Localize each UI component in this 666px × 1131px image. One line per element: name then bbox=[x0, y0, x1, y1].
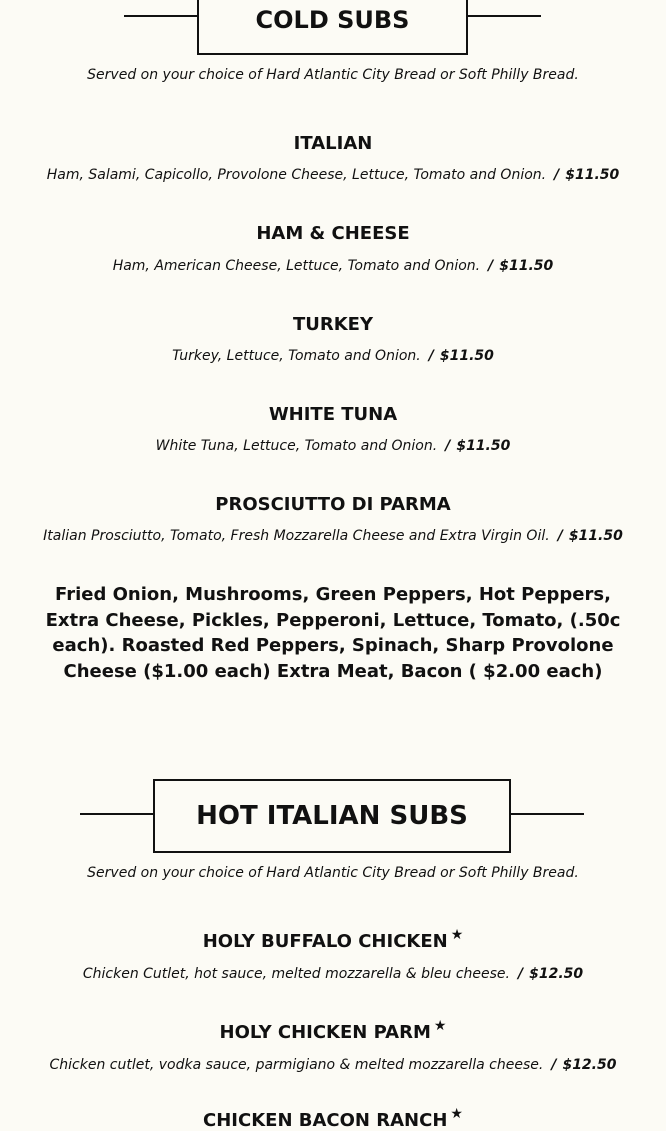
price-separator: / bbox=[488, 258, 494, 274]
cold-subs-subtitle: Served on your choice of Hard Atlantic City Bread or Soft Philly Bread. bbox=[87, 67, 579, 83]
menu-item-price: $12.50 bbox=[562, 1057, 617, 1073]
menu-item-name: TURKEY bbox=[292, 314, 374, 335]
star-icon: ★ bbox=[450, 927, 464, 943]
menu-item-price: $11.50 bbox=[568, 528, 623, 544]
menu-item-description: Chicken cutlet, vodka sauce, parmigiano & melted mozzarella cheese. bbox=[49, 1057, 544, 1073]
price-separator: / bbox=[517, 966, 524, 982]
menu-item-description: Italian Prosciutto, Tomato, Fresh Mozzarella Cheese and Extra Virgin Oil. bbox=[43, 528, 550, 544]
menu-item-name: WHITE TUNA bbox=[268, 404, 398, 425]
star-icon: ★ bbox=[433, 1018, 447, 1034]
hot-subs-title: HOT ITALIAN SUBS bbox=[196, 801, 468, 831]
price-separator: / bbox=[557, 528, 563, 544]
menu-item-description: Chicken Cutlet, hot sauce, melted mozzarella & bleu cheese. bbox=[82, 966, 510, 982]
menu-item-name-row bbox=[0, 1106, 666, 1131]
star-icon: ★ bbox=[450, 1106, 463, 1122]
menu-item-description-row bbox=[0, 348, 666, 364]
menu-item-name: HOLY BUFFALO CHICKEN bbox=[202, 931, 448, 952]
hot-subs-title-box bbox=[153, 779, 511, 853]
menu-item-price: $11.50 bbox=[456, 438, 511, 454]
cold-subs-title-box bbox=[197, 0, 468, 55]
menu-item-name: ITALIAN bbox=[293, 133, 373, 154]
menu-item-price: $11.50 bbox=[439, 348, 494, 364]
cold-subs-title: COLD SUBS bbox=[255, 6, 410, 34]
menu-item-name-row bbox=[0, 927, 666, 952]
price-separator: / bbox=[428, 348, 434, 364]
menu-item-description-row bbox=[0, 167, 666, 183]
hot-subs-subtitle: Served on your choice of Hard Atlantic City Bread or Soft Philly Bread. bbox=[87, 865, 579, 881]
menu-item-description: Ham, Salami, Capicollo, Provolone Cheese, Lettuce, Tomato and Onion. bbox=[46, 167, 547, 183]
menu-item-description-row bbox=[0, 438, 666, 454]
menu-item-description-row bbox=[0, 1057, 666, 1073]
menu-item-name: HOLY CHICKEN PARM bbox=[219, 1022, 431, 1043]
menu-item-description-row bbox=[0, 528, 666, 544]
menu-item-description: Ham, American Cheese, Lettuce, Tomato and Onion. bbox=[112, 258, 481, 274]
menu-item-name: HAM & CHEESE bbox=[256, 223, 410, 244]
menu-item-description-row bbox=[0, 966, 666, 982]
extras-note: Fried Onion, Mushrooms, Green Peppers, Hot Peppers, Extra Cheese, Pickles, Pepperoni, Lettuce, Tomato, (.50c each). Roasted Red Peppers, Spinach, Sharp Provolone Cheese ($1.00 each) Extra Meat, Bacon ( $2.00 each) bbox=[45, 584, 621, 682]
menu-item-price: $11.50 bbox=[565, 167, 620, 183]
price-separator: / bbox=[554, 167, 560, 183]
menu-item-description-row bbox=[0, 258, 666, 274]
menu-item-name: CHICKEN BACON RANCH bbox=[203, 1110, 448, 1131]
price-separator: / bbox=[551, 1057, 557, 1073]
title-rule-left bbox=[124, 15, 198, 17]
menu-item-price: $12.50 bbox=[529, 966, 584, 982]
title-rule-right bbox=[510, 813, 584, 815]
menu-item-name: PROSCIUTTO DI PARMA bbox=[215, 494, 451, 515]
title-rule-right bbox=[467, 15, 541, 17]
menu-item-description: White Tuna, Lettuce, Tomato and Onion. bbox=[155, 438, 438, 454]
menu-item-name-row bbox=[0, 1018, 666, 1043]
menu-item-price: $11.50 bbox=[499, 258, 554, 274]
menu-item-description: Turkey, Lettuce, Tomato and Onion. bbox=[172, 348, 421, 364]
price-separator: / bbox=[445, 438, 451, 454]
title-rule-left bbox=[80, 813, 154, 815]
